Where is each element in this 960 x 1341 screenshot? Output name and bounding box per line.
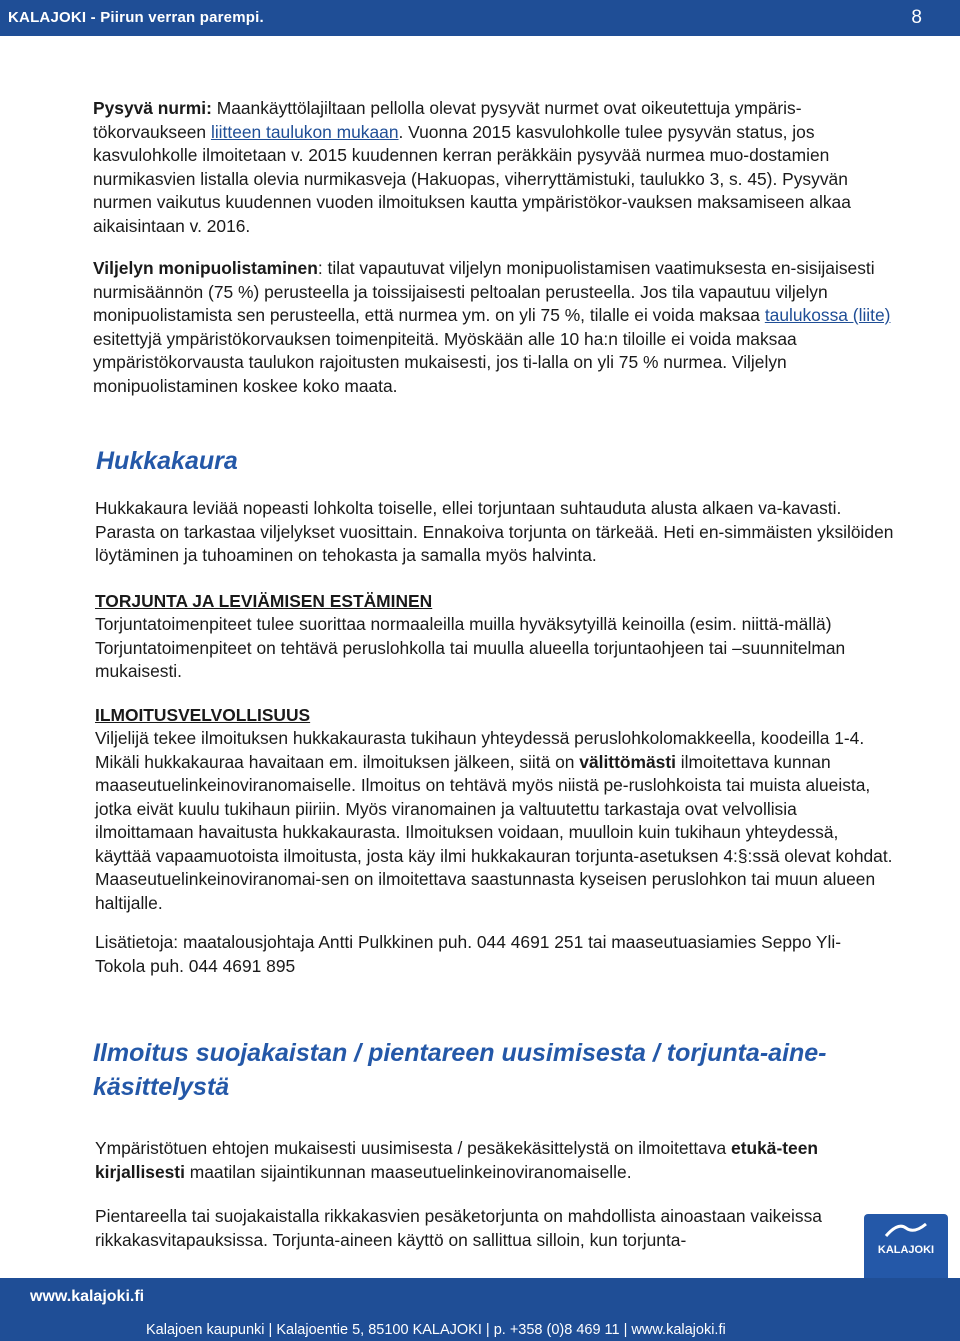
text-span: Ympäristötuen ehtojen mukaisesti uusimisesta / pesäkekäsittelystä on ilmoitettava — [95, 1138, 732, 1158]
text-span: : tilat vapautuvat viljelyn monipuolistamisen vaatimuksesta en-sisijaisesti nurmisäännön (75 %) perusteella ja toissijaisesti peltoalan perusteella. Jos tila vapautuu viljelyn monipuolistamista sen perusteella, että nurmea ym. on yli 75 %, tilalle ei voida maksaa — [93, 258, 875, 325]
page-number: 8 — [911, 7, 922, 28]
kalajoki-logo — [864, 1214, 948, 1282]
footer-website[interactable]: www.kalajoki.fi — [30, 1288, 145, 1305]
emphasis-etukateen: etukä-teen kirjallisesti — [95, 1138, 819, 1182]
brand-name: KALAJOKI — [8, 9, 87, 26]
subheading-torjunta: TORJUNTA JA LEVIÄMISEN ESTÄMINEN — [95, 591, 433, 611]
brand-slogan: - Piirun verran parempi. — [86, 9, 264, 26]
subheading-ilmoitusvelvollisuus: ILMOITUSVELVOLLISUUS — [95, 705, 311, 725]
paragraph-hukkakaura-intro: Hukkakaura leviää nopeasti lohkolta toiselle, ellei torjuntaan suhtauduta alusta alkaen va-kavasti. Parasta on tarkastaa viljelykset vuosittain. Ennakoiva torjunta on tärkeää. Heti en-simmäisten yksilöiden löytäminen ja tuhoaminen on tehokasta ja samalla myös halvinta. — [95, 498, 894, 565]
text-span: . Vuonna 2015 kasvulohkolle tulee pysyvän status, jos kasvulohkolle ilmoitetaan v. 2015 kuudennen kerran peräkkäin pysyvää nurmea muo-dostamien nurmikasvien listalla olevia nurmikasveja (Hakuopas, viherryttämistuki, taulukko 3, s. 45). Pysyvän nurmen vaikutus kuudennen vuoden ilmoituksen kautta ympäristökor-vauksen maksamiseen alkaa aikaisintaan v. 2016. — [93, 121, 851, 236]
footer-bar — [0, 1278, 960, 1341]
logo-wave-icon — [864, 1214, 948, 1244]
term-pysyva-nurmi: Pysyvä nurmi: — [93, 98, 212, 118]
text-span: Maankäyttölajiltaan pellolla olevat pysyvät nurmet ovat oikeutettuja ympäris-tökorvaukseen — [93, 98, 802, 142]
logo-text: KALAJOKI — [877, 1244, 935, 1256]
paragraph-viljelyn-monipuolistaminen — [93, 257, 893, 398]
text-span: maatilan sijaintikunnan maaseutuelinkeinoviranomaiselle. — [184, 1161, 632, 1182]
paragraph-ilmoitusvelvollisuus — [95, 727, 895, 915]
text-span: Viljelijä tekee ilmoituksen hukkakaurasta tukihaun yhteydessä peruslohkolomakkeella, koodeilla 1-4. Mikäli hukkakauraa havaitaan em. ilmoituksen jälkeen, siitä on — [95, 728, 865, 772]
brand-text — [8, 9, 264, 26]
text-span: esitettyjä ympäristökorvauksen toimenpiteitä. Myöskään alle 10 ha:n tiloille ei voida maksaa ympäristökorvausta taulukon rajoitusten mukaisesti, jos ti-lalla on yli 75 % nurmea. Viljelyn monipuolistaminen koskee koko maata. — [93, 328, 797, 396]
heading-hukkakaura: Hukkakaura — [96, 447, 238, 475]
paragraph-ilmoitus-ehdot — [95, 1137, 895, 1184]
paragraph-pysyva-nurmi — [93, 97, 893, 238]
text-span: ilmoitettava kunnan maaseutuelinkeinoviranomaiselle. Ilmoitus on tehtävä myös niistä pe-ruslohkoista tai muista alueista, jotka eivät kuulu tukihaun piiriin. Myös viranomainen ja valtuutettu tarkastaja ovat velvollisia ilmoittamaan havaitusta hukkakaurasta. Ilmoituksen voidaan, muulloin kuin tukihaun yhteydessä, käyttää vapaamuotoista ilmoitusta, josta käy ilmi hukkakauran torjunta-asetuksen 4:§:ssä olevat kohdat. Maaseutuelinkeinoviranomai-sen on ilmoitettava saastunnasta kyseisen peruslohkon tai muun alueen haltijalle. — [95, 751, 893, 913]
footer-contact: Kalajoen kaupunki | Kalajoentie 5, 85100 KALAJOKI | p. +358 (0)8 469 11 | www.kalajoki.fi — [146, 1322, 726, 1338]
header-bar — [0, 0, 960, 36]
heading-ilmoitus: Ilmoitus suojakaistan / pientareen uusimisesta / torjunta-aine-käsittelystä — [93, 1039, 827, 1101]
term-viljelyn-monipuolistaminen: Viljelyn monipuolistaminen — [93, 258, 318, 278]
paragraph-pientareella: Pientareella tai suojakaistalla rikkakasvien pesäketorjunta on mahdollista ainoastaan vaikeissa rikkakasvitapauksissa. Torjunta-aineen käyttö on sallittua silloin, kun torjunta- — [95, 1206, 822, 1250]
link-liitteen-taulukon[interactable]: liitteen taulukon mukaan — [210, 121, 399, 142]
emphasis-valittomasti: välittömästi — [579, 751, 676, 772]
paragraph-torjunta: Torjuntatoimenpiteet tulee suorittaa normaaleilla muilla hyväksytyillä keinoilla (esim. niittä-mällä) Torjuntatoimenpiteet on tehtävä peruslohkolla tai muulla alueella torjuntaohjeen tai –suunnitelman mukaisesti. — [95, 614, 846, 681]
paragraph-lisatietoja: Lisätietoja: maatalousjohtaja Antti Pulkkinen puh. 044 4691 251 tai maaseutuasiamies Seppo Yli-Tokola puh. 044 4691 895 — [95, 932, 842, 976]
link-taulukossa-liite[interactable]: taulukossa (liite) — [764, 305, 891, 325]
